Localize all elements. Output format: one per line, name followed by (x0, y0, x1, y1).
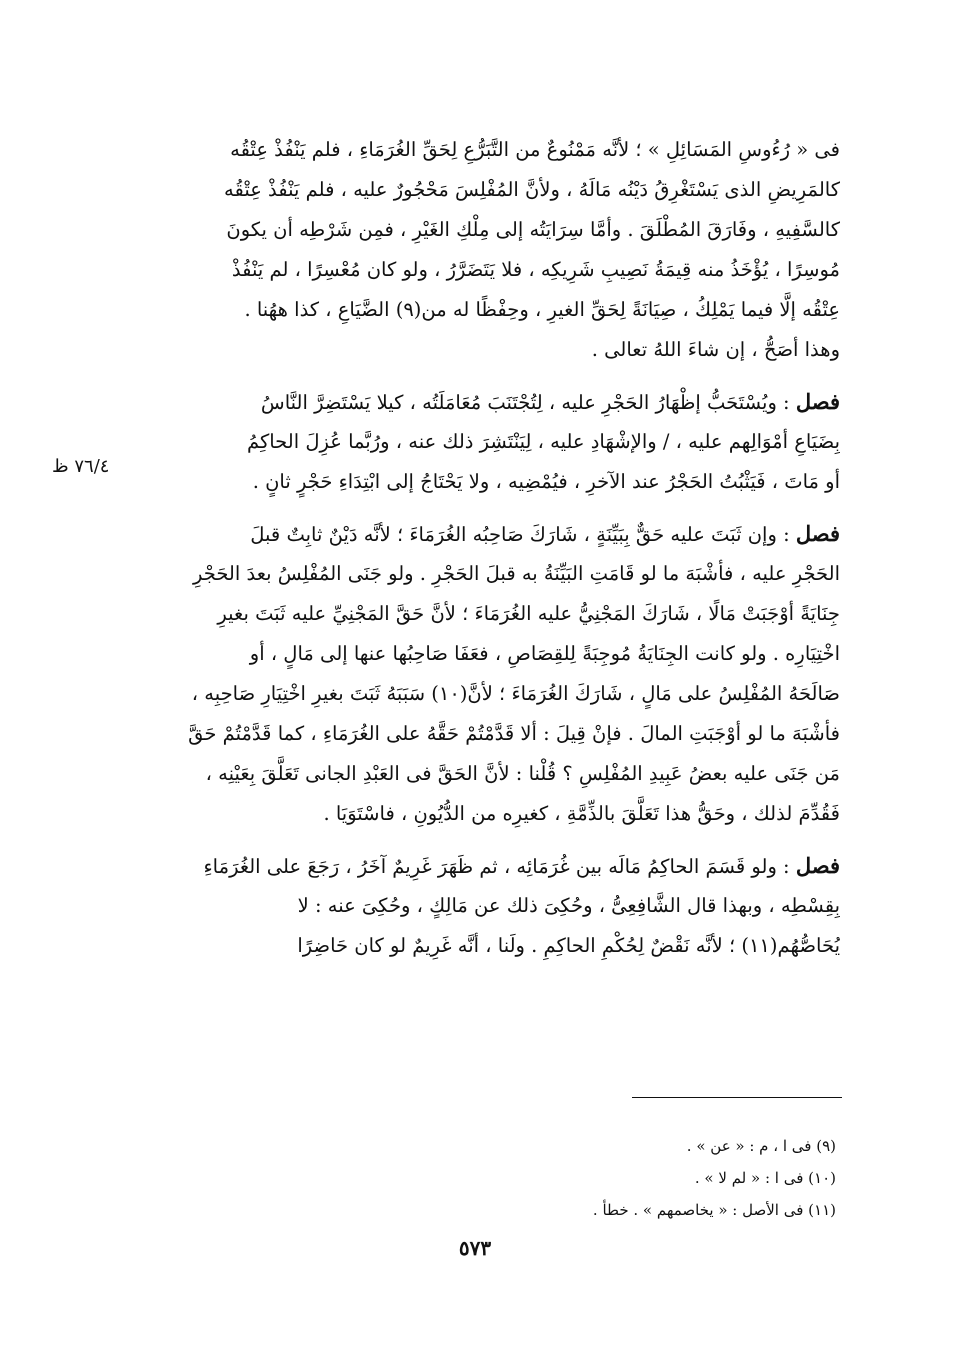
footnote-11: (١١) فى الأصل : « يخاصمهم » . خطأ . (592, 1201, 836, 1219)
section-heading: فصل (795, 521, 840, 546)
text-line-content: : ولو قَسَمَ الحاكِمُ مَالَه بين غُرَمَائِه ، ثم ظَهَرَ غَرِيمٌ آخَرُ ، رَجَعَ على الغُرَمَاءِ (203, 855, 790, 878)
text-line: بِقِسْطِه ، وبهذا قال الشَّافِعِىُّ ، وحُكِىَ ذلك عن مَالِكٍ ، وحُكِىَ عنه : لا (297, 894, 840, 917)
section-heading: فصل (795, 389, 840, 414)
text-line: فَقُدِّمَ لذلك ، وحَقُّ هذا تَعَلَّقَ بالذِّمَّةِ ، كغيرِه من الدُّيُونِ ، فاسْتَوَيَا . (323, 802, 840, 825)
text-line: اخْتِيَارِه . ولو كانت الجِنَايَةُ مُوجِبَةً لِلقِصَاصِ ، فعَفَا صَاحِبُها عنها إلى مَالٍ ، أو (249, 642, 840, 665)
paragraph-4 (160, 846, 840, 966)
text-line: مُوسِرًا ، يُؤْخَذُ منه قِيمَةُ نَصِيبِ شَرِيكِه ، فلا يَتَضَرَّرُ ، ولو كان مُعْسِرًا ، لم يَنْفُذْ (231, 258, 840, 281)
text-line: فى « رُءُوسِ المَسَائِلِ » ؛ لأنَّه مَمْنُوعٌ من التَّبَرُّعِ لِحَقِّ الغُرَمَاءِ ، فلم يَنْفُذْ عِتْقُه (230, 138, 840, 161)
text-line (160, 514, 840, 554)
text-line: فأشْبَهَ ما لو أوْجَبَتِ المالَ . فإنْ قِيلَ : ألا قَدَّمْتُمْ حَقَّهُ على الغُرَمَاءِ ، كما قَدَّمْتُمْ حَقَّ (188, 722, 840, 745)
section-heading: فصل (795, 853, 840, 878)
paragraph-2 (160, 382, 840, 502)
text-line: أو مَاتَ ، فَيَثْبُتُ الحَجْرُ عند الآخرِ ، فيُمْضِيه ، ولا يَحْتَاجُ إلى ابْتِدَاءِ حَجْرٍ ثانٍ . (252, 470, 840, 493)
text-line: جِنَايَةً أوْجَبَتْ مَالًا ، شَارَكَ المَجْنِيُّ عليه الغُرَمَاءَ ؛ لأنَّ حَقَّ المَجْنِيِّ عليه ثَبَتَ بغيرِ (217, 602, 840, 625)
text-line-content: : وإن ثَبَتَ عليه حَقٌّ بِبَيِّنَةٍ ، شَارَكَ صَاحِبُه الغُرَمَاءَ ؛ لأنَّه دَيْنٌ ثابِتٌ قبلَ (250, 523, 790, 546)
text-line: مَن جَنَى عليه بعضُ عَبِيدِ المُفْلِسِ ؟ قُلْنا : لأنَّ الحَقَّ فى العَبْدِ الجانى تَعَلَّقَ بِعَيْنِه ، (205, 762, 840, 785)
footnotes (360, 1130, 836, 1226)
text-line: عِتْقُه إلَّا فيما يَمْلِكُ ، صِيَانَةً لِحَقِّ الغيرِ ، وحِفْظًا له من(٩) الضَّيَاعِ ، كذا ههُنا . (244, 298, 840, 321)
footnote-9: (٩) فى ا ، م : « عن » . (686, 1137, 836, 1155)
text-line (160, 846, 840, 886)
text-line: وهذا أصَحُّ ، إن شاءَ اللهُ تعالى . (591, 338, 840, 361)
paragraph-1 (160, 130, 840, 370)
page-number: ٥٧٣ (458, 1236, 492, 1260)
text-line (160, 382, 840, 422)
text-line: كالمَرِيضِ الذى يَسْتَغْرِقُ دَيْنُه مَالَهُ ، ولأنَّ المُفْلِسَ مَحْجُورٌ عليه ، فلم يَنْفُذْ عِتْقُه (224, 178, 840, 201)
paragraph-3 (160, 514, 840, 834)
text-line-content: : ويُسْتَحَبُّ إظْهَارُ الحَجْرِ عليه ، لِتُجْتَنَبَ مُعَامَلَتُه ، كيلا يَسْتَضِرَّ النَّاسُ (260, 391, 790, 414)
margin-folio-note: ٧٦/٤ ظ (52, 456, 110, 477)
main-text (160, 130, 840, 978)
text-line: يُحَاصُّهُم(١١) ؛ لأنَّه نَقْضٌ لِحُكْمِ الحاكِمِ . ولَنا ، أنَّه غَرِيمٌ لو كان حَاضِرًا (297, 934, 840, 957)
text-line: كالسَّفِيهِ ، وفَارَقَ المُطْلَقَ . وأمَّا سِرَايَتُه إلى مِلْكِ الغَيْرِ ، فمِن شَرْطِه أن يكونَ (226, 218, 840, 241)
footnote-divider (632, 1097, 842, 1098)
text-line: صَالَحَهُ المُفْلِسُ على مَالٍ ، شَارَكَ الغُرَمَاءَ ؛ لأنَّ(١٠) سَبَبَهُ ثَبَتَ بغيرِ اخْتِيَارِ صَاحِبِه ، (191, 682, 840, 705)
footnote-10: (١٠) فى ا : « لم لا » . (694, 1169, 836, 1187)
text-line: الحَجْرِ عليه ، فأشْبَهَ ما لو قَامَتِ البَيِّنَةُ به قبلَ الحَجْرِ . ولو جَنَى المُفْلِسُ بعدَ الحَجْرِ (192, 562, 840, 585)
text-line: بِضَيَاعِ أمْوَالِهم عليه ، / والإشْهَادِ عليه ، لِيَنْتَشِرَ ذلك عنه ، ورُبَّما عُزِلَ الحاكِمُ (246, 430, 840, 453)
